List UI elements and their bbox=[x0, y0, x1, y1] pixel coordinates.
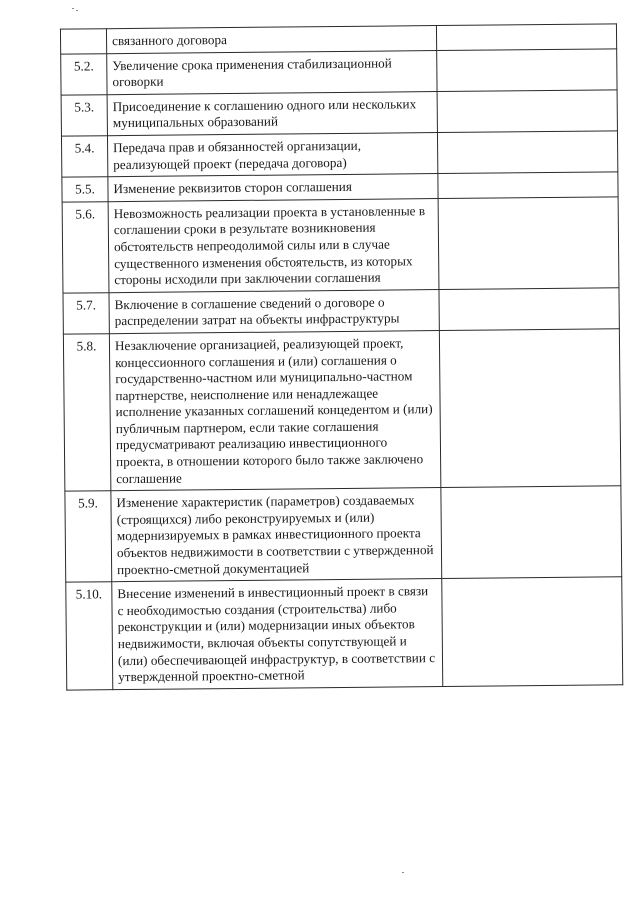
scan-speck bbox=[72, 8, 74, 9]
row-number: 5.4. bbox=[61, 136, 107, 178]
row-empty-cell bbox=[437, 131, 617, 174]
row-number: 5.2. bbox=[61, 53, 107, 95]
scan-speck bbox=[402, 872, 404, 873]
row-text: Внесение изменений в инвестиционный проект в связи с необходимостью создания (строительства) либо реконструкции и (или) модернизации иных объектов недвижимости, включая объекты сопутствующей и (или) обеспечивающей инфраструктур, в соответствии с утвержденной проектно-сметной bbox=[112, 579, 443, 690]
row-number: 5.3. bbox=[61, 95, 107, 137]
row-text: Незаключение организацией, реализующей проект, концессионного соглашения и (или) соглашения о государственно-частном или муниципально-частном партнерстве, неисполнение или ненадлежащее исполнение указанных соглашений концедентом и (или) публичным партнером, если такие соглашения предусматривают реализацию инвестиционного проекта, в отношении которого было также заключено соглашение bbox=[109, 330, 440, 491]
row-text: связанного договора bbox=[106, 26, 436, 54]
row-empty-cell bbox=[439, 288, 619, 331]
row-text: Изменение характеристик (параметров) создаваемых (строящихся) либо реконструируемых и (или) модернизируемых в рамках инвестиционного проекта объектов недвижимости в соответствии с утвержденной проектно-сметной документацией bbox=[111, 488, 442, 582]
row-number: 5.5. bbox=[62, 177, 108, 202]
table-row bbox=[62, 197, 619, 293]
scan-speck bbox=[76, 10, 78, 11]
row-number bbox=[60, 29, 106, 54]
row-number: 5.7. bbox=[63, 292, 109, 334]
row-empty-cell bbox=[442, 577, 623, 686]
row-number: 5.8. bbox=[63, 334, 111, 492]
row-text: Включение в соглашение сведений о договоре о распределении затрат на объекты инфраструктуры bbox=[109, 289, 439, 333]
row-empty-cell bbox=[438, 172, 618, 198]
row-text: Увеличение срока применения стабилизационной оговорки bbox=[107, 50, 437, 94]
row-empty-cell bbox=[438, 197, 619, 290]
table-row bbox=[65, 486, 622, 582]
row-text: Невозможность реализации проекта в установленные в соглашении сроки в результате возникновения обстоятельств непреодолимой силы или в случае существенного изменения обстоятельств, из которых стороны исходили при заключении соглашения bbox=[108, 198, 439, 292]
amendments-table bbox=[60, 23, 623, 690]
table-row bbox=[61, 48, 617, 95]
table-row bbox=[63, 329, 620, 492]
row-number: 5.10. bbox=[66, 582, 113, 690]
row-empty-cell bbox=[436, 24, 616, 50]
table-row bbox=[66, 577, 623, 690]
row-text: Изменение реквизитов сторон соглашения bbox=[108, 174, 438, 202]
table-row bbox=[61, 90, 617, 137]
row-empty-cell bbox=[441, 486, 622, 579]
row-empty-cell bbox=[437, 48, 617, 91]
row-text: Присоединение к соглашению одного или нескольких муниципальных образований bbox=[107, 91, 437, 135]
row-number: 5.9. bbox=[65, 491, 112, 582]
row-number: 5.6. bbox=[62, 201, 109, 292]
row-empty-cell bbox=[439, 329, 621, 488]
table-row bbox=[61, 131, 617, 178]
row-empty-cell bbox=[437, 90, 617, 133]
table-row bbox=[63, 288, 619, 335]
row-text: Передача прав и обязанностей организации, реализующей проект (передача договора) bbox=[107, 133, 437, 177]
